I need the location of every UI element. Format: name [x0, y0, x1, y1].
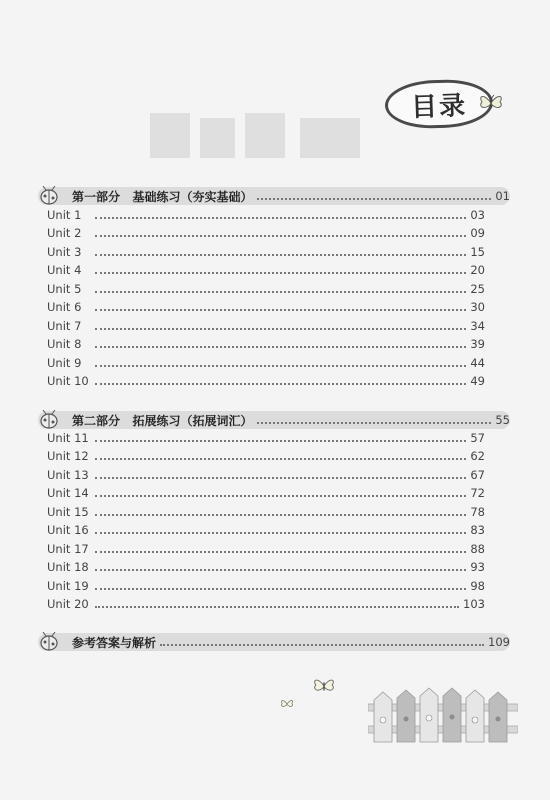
picket-fence-icon [368, 686, 518, 746]
dot-leader [95, 217, 466, 219]
dot-leader [95, 440, 466, 442]
dot-leader [95, 291, 466, 293]
toc-section-row[interactable] [72, 411, 510, 429]
section-label: 参考答案与解析 [72, 635, 157, 650]
toc-unit-row[interactable] [47, 578, 485, 594]
dot-leader [95, 495, 466, 497]
unit-page-number: 15 [470, 245, 485, 259]
toc-unit-row[interactable] [47, 596, 485, 612]
unit-page-number: 20 [470, 263, 485, 277]
toc-unit-row[interactable] [47, 355, 485, 371]
toc-unit-row[interactable] [47, 522, 485, 538]
toc-unit-row[interactable] [47, 541, 485, 557]
unit-page-number: 39 [470, 337, 485, 351]
dot-leader [95, 532, 466, 534]
section-label: 第一部分 基础练习（夯实基础） [72, 189, 253, 204]
section-page-number: 55 [495, 413, 510, 427]
unit-label: Unit 20 [47, 597, 89, 611]
section-page-number: 01 [495, 189, 510, 203]
dot-leader [95, 458, 466, 460]
unit-page-number: 03 [470, 208, 485, 222]
unit-page-number: 72 [470, 486, 485, 500]
dot-leader [95, 588, 466, 590]
unit-page-number: 98 [470, 579, 485, 593]
toc-unit-row[interactable] [47, 336, 485, 352]
ladybug-icon [38, 632, 60, 652]
unit-page-number: 09 [470, 226, 485, 240]
section-label: 第二部分 拓展练习（拓展词汇） [72, 413, 253, 428]
ladybug-icon [38, 410, 60, 430]
unit-page-number: 88 [470, 542, 485, 556]
dot-leader [95, 309, 466, 311]
unit-label: Unit 4 [47, 263, 82, 277]
toc-unit-row[interactable] [47, 299, 485, 315]
dot-leader [95, 254, 466, 256]
dot-leader [95, 272, 466, 274]
unit-page-number: 62 [470, 449, 485, 463]
butterfly-icon [312, 676, 336, 696]
toc-unit-row[interactable] [47, 559, 485, 575]
unit-label: Unit 8 [47, 337, 82, 351]
dot-leader [257, 198, 492, 200]
unit-page-number: 49 [470, 374, 485, 388]
toc-unit-row[interactable] [47, 373, 485, 389]
butterfly-icon [478, 92, 504, 114]
dot-leader [160, 644, 484, 646]
unit-label: Unit 17 [47, 542, 89, 556]
dot-leader [95, 569, 466, 571]
unit-page-number: 103 [463, 597, 485, 611]
unit-label: Unit 16 [47, 523, 89, 537]
toc-unit-row[interactable] [47, 207, 485, 223]
unit-label: Unit 6 [47, 300, 82, 314]
unit-label: Unit 10 [47, 374, 89, 388]
toc-unit-row[interactable] [47, 281, 485, 297]
dot-leader [95, 346, 466, 348]
ladybug-icon [38, 186, 60, 206]
toc-section-row[interactable] [72, 187, 510, 205]
dot-leader [95, 551, 466, 553]
dot-leader [95, 477, 466, 479]
unit-page-number: 93 [470, 560, 485, 574]
toc-unit-row[interactable] [47, 318, 485, 334]
unit-label: Unit 13 [47, 468, 89, 482]
section-page-number: 109 [488, 635, 510, 649]
watermark-graphic [150, 108, 370, 168]
toc-unit-row[interactable] [47, 485, 485, 501]
unit-label: Unit 1 [47, 208, 82, 222]
toc-unit-row[interactable] [47, 262, 485, 278]
unit-label: Unit 12 [47, 449, 89, 463]
dot-leader [95, 328, 466, 330]
unit-page-number: 78 [470, 505, 485, 519]
dot-leader [95, 235, 466, 237]
unit-label: Unit 14 [47, 486, 89, 500]
unit-page-number: 30 [470, 300, 485, 314]
butterfly-icon [280, 698, 294, 710]
unit-label: Unit 15 [47, 505, 89, 519]
unit-page-number: 44 [470, 356, 485, 370]
unit-page-number: 34 [470, 319, 485, 333]
unit-label: Unit 2 [47, 226, 82, 240]
dot-leader [95, 514, 466, 516]
toc-section-row[interactable] [72, 633, 510, 651]
unit-page-number: 83 [470, 523, 485, 537]
dot-leader [95, 365, 466, 367]
unit-label: Unit 11 [47, 431, 89, 445]
toc-unit-row[interactable] [47, 504, 485, 520]
dot-leader [95, 606, 459, 608]
page-title: 目录 [410, 90, 468, 123]
unit-label: Unit 7 [47, 319, 82, 333]
unit-label: Unit 18 [47, 560, 89, 574]
unit-label: Unit 5 [47, 282, 82, 296]
toc-unit-row[interactable] [47, 244, 485, 260]
unit-page-number: 25 [470, 282, 485, 296]
unit-page-number: 57 [470, 431, 485, 445]
unit-label: Unit 19 [47, 579, 89, 593]
dot-leader [95, 383, 466, 385]
toc-unit-row[interactable] [47, 225, 485, 241]
unit-label: Unit 9 [47, 356, 82, 370]
toc-unit-row[interactable] [47, 467, 485, 483]
toc-unit-row[interactable] [47, 448, 485, 464]
unit-label: Unit 3 [47, 245, 82, 259]
dot-leader [257, 422, 492, 424]
toc-unit-row[interactable] [47, 430, 485, 446]
unit-page-number: 67 [470, 468, 485, 482]
